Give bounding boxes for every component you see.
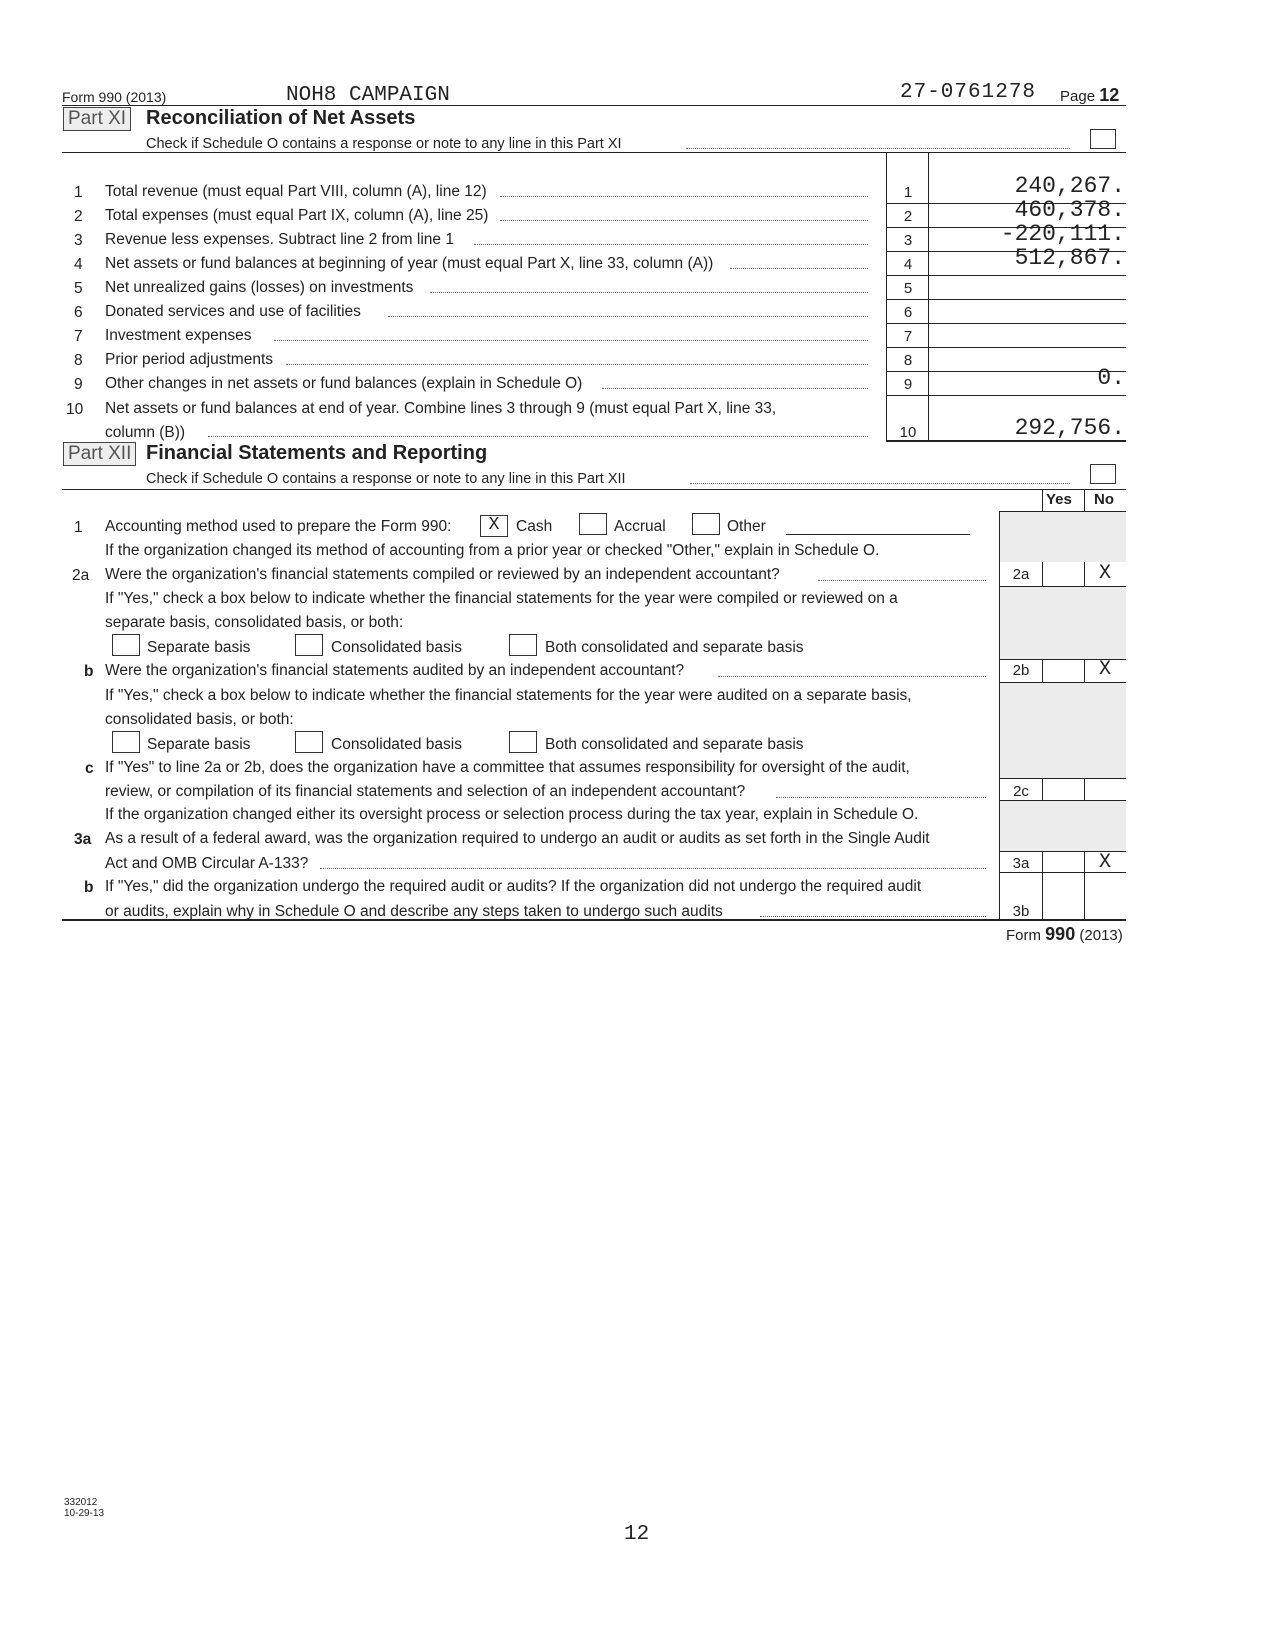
- row-rule: [999, 778, 1126, 779]
- line-box-6: 6: [903, 304, 913, 321]
- form-word: Form: [1006, 927, 1041, 944]
- line-9-amount: 0.: [1097, 365, 1125, 391]
- line-number: 2: [74, 208, 83, 225]
- line-2b-note: If "Yes," check a box below to indicate whether the financial statements for the year were audited on a separate basis,: [105, 687, 912, 704]
- form-year: (2013): [1079, 927, 1123, 944]
- dot-leader: [718, 676, 986, 677]
- shaded-area: [1000, 801, 1126, 851]
- line-box-2c: 2c: [1013, 783, 1029, 800]
- page-number-header: 12: [1099, 85, 1120, 105]
- line-box-3: 3: [903, 232, 913, 249]
- shaded-area: [1000, 683, 1126, 778]
- page-number: 12: [624, 1523, 650, 1546]
- yes-header: Yes: [1046, 491, 1072, 508]
- cash-label: Cash: [516, 518, 553, 535]
- line-3a-text-cont: Act and OMB Circular A-133?: [105, 855, 309, 872]
- row-rule: [999, 682, 1126, 683]
- other-specify-line: [786, 534, 970, 535]
- part-xi-label: Part XI: [63, 107, 131, 131]
- part-xi-schedule-o-checkbox[interactable]: [1090, 129, 1116, 149]
- ein: 27-0761278: [900, 81, 1037, 104]
- part-xi-bottom-rule: [886, 440, 1126, 442]
- line-2a-no-mark: X: [1098, 562, 1111, 585]
- 2b-both-basis-label: Both consolidated and separate basis: [545, 736, 804, 753]
- line-number: 4: [74, 256, 83, 273]
- 2a-separate-basis-label: Separate basis: [147, 639, 251, 656]
- row-rule: [999, 872, 1126, 873]
- line-box-3a: 3a: [1012, 855, 1030, 872]
- row-rule: [999, 851, 1126, 852]
- shaded-area: [1000, 587, 1126, 659]
- line-6-text: Donated services and use of facilities: [105, 303, 361, 320]
- no-header: No: [1094, 491, 1114, 508]
- part-xii-schedule-o-checkbox[interactable]: [1090, 464, 1116, 484]
- 2b-consolidated-basis-checkbox[interactable]: [295, 731, 323, 753]
- 2a-both-basis-checkbox[interactable]: [509, 634, 537, 656]
- line-3b-text: If "Yes," did the organization undergo the required audit or audits? If the organization did not undergo the required audit: [105, 878, 922, 895]
- line-3b-text-cont: or audits, explain why in Schedule O and describe any steps taken to undergo such audits: [105, 903, 723, 920]
- cash-checkbox[interactable]: X: [480, 515, 508, 537]
- dot-leader: [320, 868, 986, 869]
- line-box-2b: 2b: [1012, 662, 1030, 679]
- dot-leader: [690, 483, 1070, 484]
- page-label: [1060, 85, 1119, 106]
- row-rule: [886, 323, 1126, 324]
- line-box-10: 10: [899, 424, 917, 441]
- accrual-checkbox[interactable]: [579, 513, 607, 535]
- row-rule: [886, 347, 1126, 348]
- other-checkbox[interactable]: [692, 513, 720, 535]
- line-1-text: Total revenue (must equal Part VIII, column (A), line 12): [105, 183, 487, 200]
- line-2b-text: Were the organization's financial statements audited by an independent accountant?: [105, 662, 685, 679]
- shaded-area: [1000, 512, 1126, 562]
- form-code: 332012: [64, 1497, 98, 1508]
- dot-leader: [500, 220, 868, 221]
- line-number: 5: [74, 280, 83, 297]
- dot-leader: [286, 364, 868, 365]
- line-2-amount: 460,378.: [1014, 197, 1125, 223]
- part-xi-rule: [62, 152, 1126, 153]
- form-number: 990: [1045, 924, 1076, 944]
- dot-leader: [430, 292, 868, 293]
- line-2b-no-mark: X: [1098, 658, 1111, 681]
- other-label: Other: [727, 518, 766, 535]
- part-xii-rule: [62, 489, 1126, 490]
- line-box-3b: 3b: [1012, 903, 1030, 920]
- line-number: 3a: [74, 831, 92, 848]
- line-number: 10: [66, 401, 84, 418]
- line-number: c: [85, 760, 94, 777]
- line-5-text: Net unrealized gains (losses) on investments: [105, 279, 414, 296]
- part-xii-label: Part XII: [63, 442, 136, 466]
- 2a-separate-basis-checkbox[interactable]: [112, 634, 140, 656]
- part-xi-check-text: Check if Schedule O contains a response or note to any line in this Part XI: [146, 136, 622, 152]
- dot-leader: [602, 388, 868, 389]
- part-xii-bottom-rule: [62, 919, 1126, 921]
- line-10-text-cont: column (B)): [105, 424, 186, 441]
- line-2b-note-cont: consolidated basis, or both:: [105, 711, 294, 728]
- row-rule: [886, 395, 1126, 396]
- line-8-text: Prior period adjustments: [105, 351, 273, 368]
- line-2a-text: Were the organization's financial statements compiled or reviewed by an independent accountant?: [105, 566, 780, 583]
- part-xii-check-text: Check if Schedule O contains a response or note to any line in this Part XII: [146, 471, 626, 487]
- 2b-separate-basis-checkbox[interactable]: [112, 731, 140, 753]
- dot-leader: [274, 340, 868, 341]
- 2a-consolidated-basis-checkbox[interactable]: [295, 634, 323, 656]
- line-2a-note: If "Yes," check a box below to indicate whether the financial statements for the year were compiled or reviewed on a: [105, 590, 898, 607]
- dot-leader: [474, 244, 868, 245]
- line-number: b: [84, 663, 94, 680]
- line-3a-no-mark: X: [1098, 851, 1111, 874]
- dot-leader: [388, 316, 868, 317]
- line-number: 1: [74, 519, 83, 536]
- line-box-2: 2: [903, 208, 913, 225]
- line-9-text: Other changes in net assets or fund balances (explain in Schedule O): [105, 375, 583, 392]
- part-xi-title: Reconciliation of Net Assets: [146, 107, 416, 129]
- line-2c-text-cont: review, or compilation of its financial statements and selection of an independent accountant?: [105, 783, 746, 800]
- dot-leader: [208, 436, 868, 437]
- line-3-text: Revenue less expenses. Subtract line 2 from line 1: [105, 231, 454, 248]
- part-xii-title: Financial Statements and Reporting: [146, 442, 488, 464]
- line-3a-text: As a result of a federal award, was the organization required to undergo an audit or audits as set forth in the Single Audit: [105, 830, 930, 847]
- line-2c-note: If the organization changed either its oversight process or selection process during the tax year, explain in Schedule O.: [105, 806, 919, 823]
- line-3-amount: -220,111.: [1000, 221, 1125, 247]
- form-label: Form 990 (2013): [62, 89, 167, 105]
- line-number: 2a: [72, 567, 90, 584]
- line-10-text: Net assets or fund balances at end of year. Combine lines 3 through 9 (must equal Part X, line 33,: [105, 400, 777, 417]
- line-2a-note-cont: separate basis, consolidated basis, or both:: [105, 614, 404, 631]
- accrual-label: Accrual: [614, 518, 666, 535]
- dot-leader: [500, 196, 868, 197]
- 2a-both-basis-label: Both consolidated and separate basis: [545, 639, 804, 656]
- line-1-amount: 240,267.: [1014, 173, 1125, 199]
- line-number: 7: [74, 328, 83, 345]
- 2b-separate-basis-label: Separate basis: [147, 736, 251, 753]
- line-number: 8: [74, 352, 83, 369]
- organization-name: NOH8 CAMPAIGN: [286, 84, 450, 107]
- line-number: b: [84, 879, 94, 896]
- dot-leader: [818, 580, 986, 581]
- line-number: 3: [74, 232, 83, 249]
- line-box-9: 9: [903, 376, 913, 393]
- line-box-7: 7: [903, 328, 913, 345]
- dot-leader: [686, 148, 1070, 149]
- line-number: 6: [74, 304, 83, 321]
- line-10-amount: 292,756.: [1014, 415, 1125, 441]
- line-number: 9: [74, 376, 83, 393]
- line-box-8: 8: [903, 352, 913, 369]
- line-box-5: 5: [903, 280, 913, 297]
- line-4-text: Net assets or fund balances at beginning of year (must equal Part X, line 33, column (A)): [105, 255, 714, 272]
- row-rule: [999, 586, 1126, 587]
- line-2-text: Total expenses (must equal Part IX, column (A), line 25): [105, 207, 489, 224]
- line-4-amount: 512,867.: [1014, 245, 1125, 271]
- line-box-1: 1: [903, 184, 913, 201]
- form-footer: [1006, 924, 1123, 945]
- row-rule: [999, 800, 1126, 801]
- line-box-4: 4: [903, 256, 913, 273]
- header-rule: [62, 105, 1126, 106]
- row-rule: [886, 299, 1126, 300]
- line-box-2a: 2a: [1012, 566, 1030, 583]
- page-word: Page: [1060, 88, 1096, 105]
- 2b-consolidated-basis-label: Consolidated basis: [331, 736, 462, 753]
- form-code-date: 10-29-13: [64, 1508, 105, 1519]
- dot-leader: [760, 916, 986, 917]
- line-1-note: If the organization changed its method of accounting from a prior year or checked "Other," explain in Schedule O.: [105, 542, 880, 559]
- row-rule: [886, 371, 1126, 372]
- line-1-text: Accounting method used to prepare the Form 990:: [105, 518, 452, 535]
- line-2c-text: If "Yes" to line 2a or 2b, does the organization have a committee that assumes responsibility for oversight of the audit,: [105, 759, 910, 776]
- dot-leader: [776, 797, 986, 798]
- line-7-text: Investment expenses: [105, 327, 252, 344]
- row-rule: [886, 275, 1126, 276]
- 2a-consolidated-basis-label: Consolidated basis: [331, 639, 462, 656]
- dot-leader: [730, 268, 868, 269]
- line-number: 1: [74, 184, 83, 201]
- 2b-both-basis-checkbox[interactable]: [509, 731, 537, 753]
